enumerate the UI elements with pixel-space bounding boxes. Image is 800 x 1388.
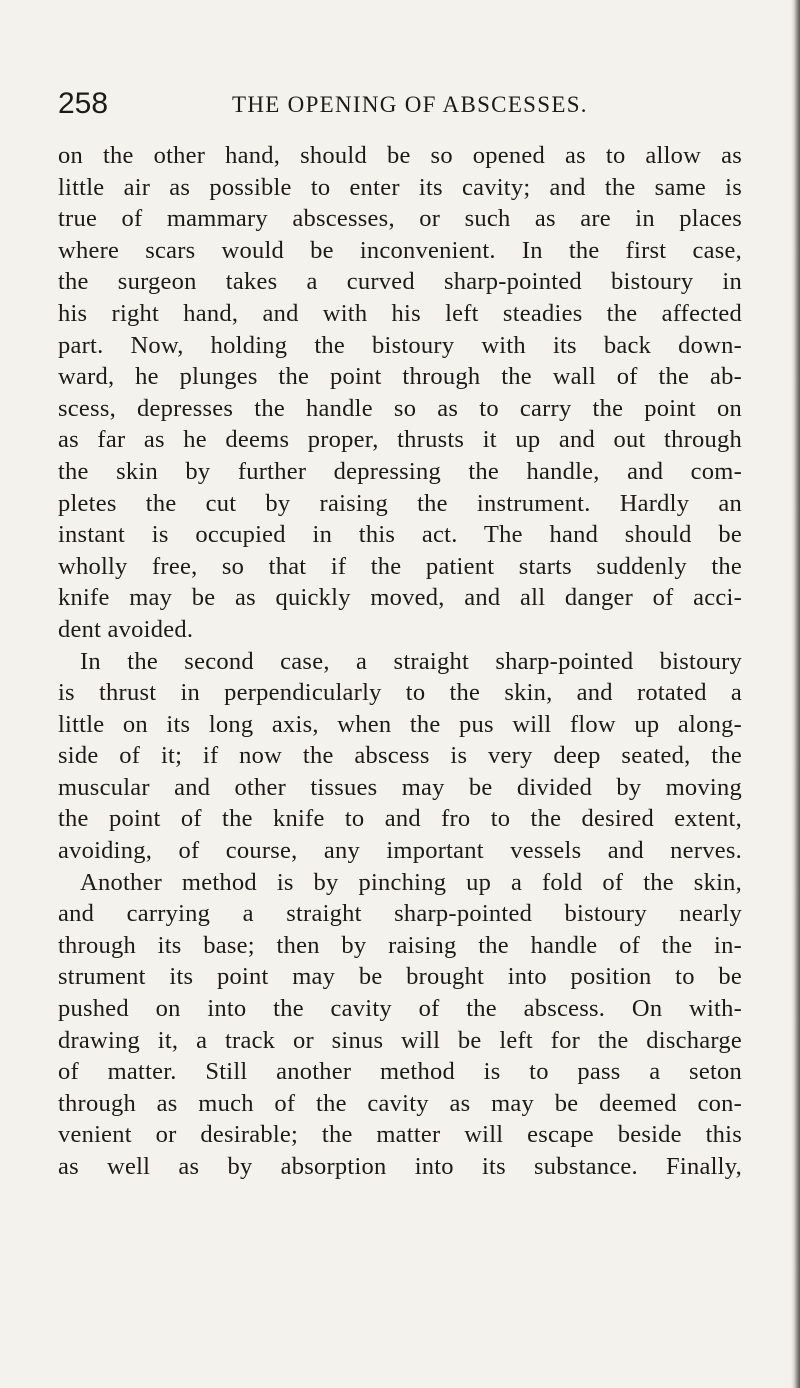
text-line: through as much of the cavity as may be deemed con- (58, 1089, 742, 1117)
text-line: as well as by absorption into its substance. Finally, (58, 1153, 742, 1180)
page-number: 258 (58, 87, 109, 120)
text-line: scess, depresses the handle so as to carry the point on (58, 394, 742, 422)
text-line: strument its point may be brought into position to be (58, 963, 742, 991)
text-line: little air as possible to enter its cavity; and the same is (58, 173, 742, 201)
text-line: avoiding, of course, any important vessels and nerves. (58, 837, 742, 865)
text-line: In the second case, a straight sharp-pointed bistoury (80, 647, 742, 675)
text-line: on the other hand, should be so opened as to allow as (58, 142, 742, 169)
text-line: venient or desirable; the matter will escape beside this (58, 1121, 742, 1149)
text-line: knife may be as quickly moved, and all danger of acci- (58, 584, 742, 612)
text-line: wholly free, so that if the patient starts suddenly the (58, 552, 742, 580)
page-edge-shadow (791, 0, 800, 1388)
text-line: pushed on into the cavity of the abscess. On with- (58, 995, 742, 1023)
text-line: his right hand, and with his left steadies the affected (58, 299, 742, 327)
text-line: side of it; if now the abscess is very deep seated, the (58, 742, 742, 770)
running-head: THE OPENING OF ABSCESSES. (232, 92, 588, 117)
text-line: Another method is by pinching up a fold of the skin, (80, 868, 742, 896)
text-line: the surgeon takes a curved sharp-pointed bistoury in (58, 268, 742, 296)
text-line: and carrying a straight sharp-pointed bistoury nearly (58, 900, 742, 928)
text-line: the skin by further depressing the handle, and com- (58, 457, 742, 485)
text-line: drawing it, a track or sinus will be left for the discharge (58, 1026, 742, 1054)
text-line: as far as he deems proper, thrusts it up and out through (58, 426, 742, 454)
text-line: pletes the cut by raising the instrument. Hardly an (58, 489, 742, 517)
text-line: little on its long axis, when the pus will flow up along- (58, 710, 742, 738)
body-text (58, 140, 742, 1183)
text-line: ward, he plunges the point through the wall of the ab- (58, 363, 742, 391)
text-line: where scars would be inconvenient. In the first case, (58, 236, 742, 264)
text-line: is thrust in perpendicularly to the skin, and rotated a (58, 679, 742, 707)
text-line: part. Now, holding the bistoury with its back down- (58, 331, 742, 359)
text-line: dent avoided. (58, 615, 194, 643)
page-header (58, 86, 758, 126)
text-line: muscular and other tissues may be divided by moving (58, 773, 742, 801)
text-line: through its base; then by raising the handle of the in- (58, 931, 742, 959)
text-line: instant is occupied in this act. The hand should be (58, 521, 742, 549)
text-line: the point of the knife to and fro to the desired extent, (58, 805, 742, 833)
text-line: true of mammary abscesses, or such as are in places (58, 205, 742, 233)
text-line: of matter. Still another method is to pass a seton (58, 1058, 742, 1086)
